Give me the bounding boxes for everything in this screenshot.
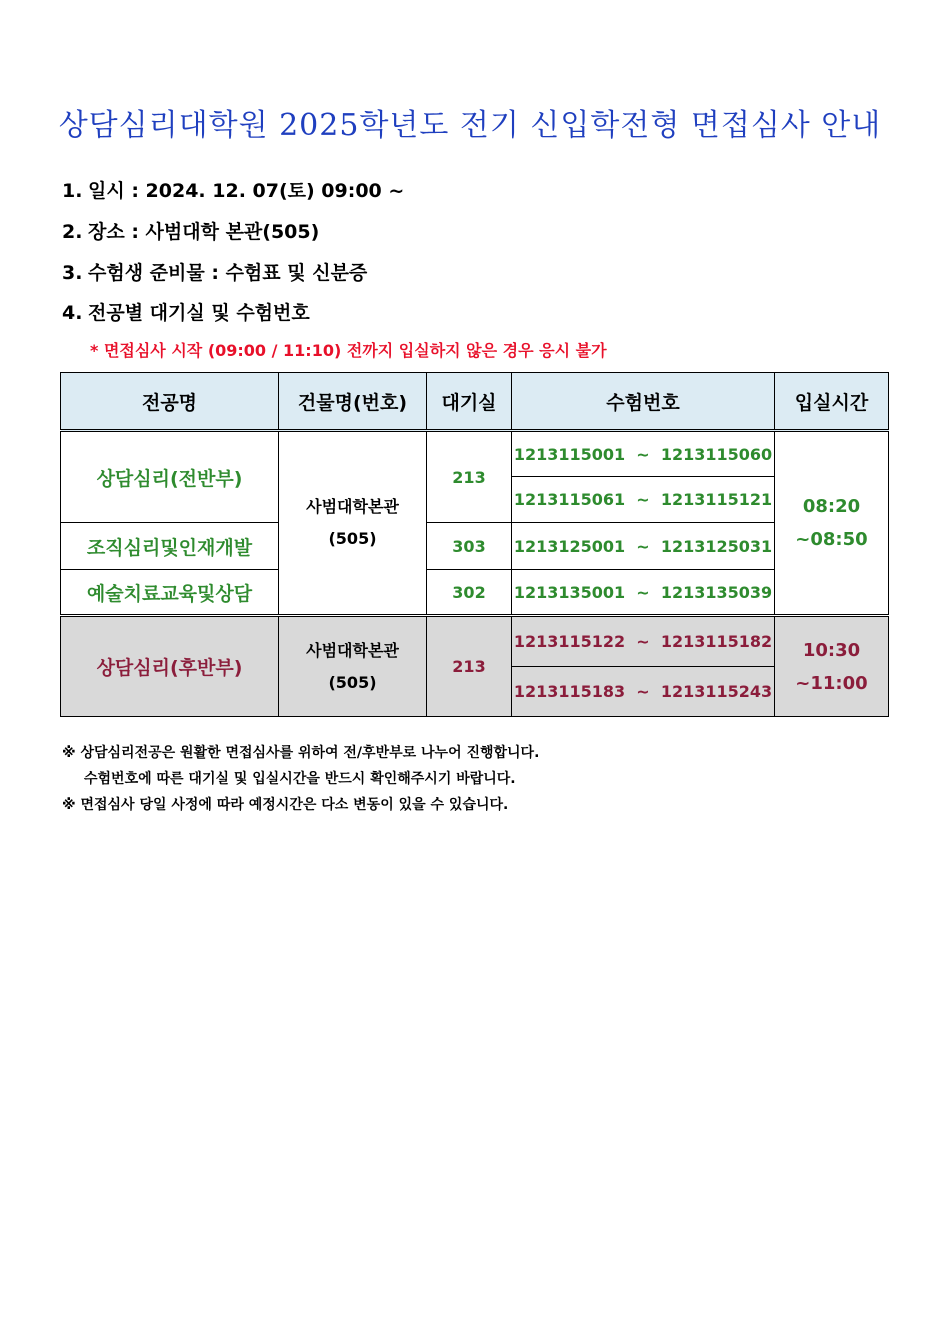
exam-range-cell: 1213135001 ~ 1213135039 bbox=[512, 570, 775, 616]
building-cell bbox=[279, 431, 427, 616]
header-room: 대기실 bbox=[427, 373, 512, 431]
entry-time-cell bbox=[775, 431, 889, 616]
header-building: 건물명(번호) bbox=[279, 373, 427, 431]
table-row bbox=[61, 431, 889, 477]
header-exam-number: 수험번호 bbox=[512, 373, 775, 431]
major-cell: 상담심리(전반부) bbox=[61, 431, 279, 523]
exam-range-cell: 1213115001 ~ 1213115060 bbox=[512, 431, 775, 477]
note-line: ※ 면접심사 당일 사정에 따라 예정시간은 다소 변동이 있을 수 있습니다. bbox=[62, 797, 509, 813]
room-cell: 213 bbox=[427, 431, 512, 523]
entry-time-start: 10:30 bbox=[802, 639, 861, 661]
entry-time-cell bbox=[775, 616, 889, 717]
info-location bbox=[62, 217, 319, 244]
room-cell: 303 bbox=[427, 523, 512, 570]
entry-time-end: ~11:00 bbox=[795, 672, 868, 694]
table-header-row bbox=[61, 373, 889, 431]
note-line: 수험번호에 따른 대기실 및 입실시간을 반드시 확인해주시기 바랍니다. bbox=[84, 771, 516, 787]
info-text: 장소 : 사범대학 본관(505) bbox=[88, 221, 320, 243]
major-cell: 예술치료교육및상담 bbox=[61, 570, 279, 616]
exam-range-cell: 1213115122 ~ 1213115182 bbox=[512, 616, 775, 667]
info-text: 수험생 준비물 : 수험표 및 신분증 bbox=[88, 262, 368, 284]
info-date bbox=[62, 176, 404, 203]
info-number: 1. bbox=[62, 180, 83, 202]
exam-range-cell: 1213115183 ~ 1213115243 bbox=[512, 667, 775, 717]
note-line: ※ 상담심리전공은 원활한 면접심사를 위하여 전/후반부로 나누어 진행합니다. bbox=[62, 745, 540, 761]
info-number: 4. bbox=[62, 302, 83, 324]
room-cell: 213 bbox=[427, 616, 512, 717]
room-cell: 302 bbox=[427, 570, 512, 616]
building-name: 사범대학본관 bbox=[306, 640, 399, 660]
entry-time-end: ~08:50 bbox=[795, 529, 868, 550]
building-number: (505) bbox=[328, 672, 377, 692]
exam-range-cell: 1213115061 ~ 1213115121 bbox=[512, 477, 775, 523]
info-rooms bbox=[62, 298, 310, 325]
warning-text: * 면접심사 시작 (09:00 / 11:10) 전까지 입실하지 않은 경우 응시 불가 bbox=[90, 341, 607, 360]
header-major: 전공명 bbox=[61, 373, 279, 431]
major-cell: 상담심리(후반부) bbox=[61, 616, 279, 717]
schedule-table bbox=[60, 372, 889, 717]
building-name: 사범대학본관 bbox=[306, 497, 399, 516]
exam-range-cell: 1213125001 ~ 1213125031 bbox=[512, 523, 775, 570]
header-entry-time: 입실시간 bbox=[775, 373, 889, 431]
building-number: (505) bbox=[328, 529, 377, 548]
info-number: 3. bbox=[62, 262, 83, 284]
info-number: 2. bbox=[62, 221, 83, 243]
info-text: 전공별 대기실 및 수험번호 bbox=[88, 302, 310, 324]
entry-time-start: 08:20 bbox=[802, 496, 861, 517]
info-items bbox=[62, 258, 367, 285]
info-text: 일시 : 2024. 12. 07(토) 09:00 ~ bbox=[88, 180, 405, 202]
page-title: 상담심리대학원 2025학년도 전기 신입학전형 면접심사 안내 bbox=[58, 108, 882, 143]
table-row bbox=[61, 570, 889, 616]
building-cell bbox=[279, 616, 427, 717]
table-row bbox=[61, 616, 889, 667]
major-cell: 조직심리및인재개발 bbox=[61, 523, 279, 570]
table-row bbox=[61, 523, 889, 570]
notes bbox=[62, 740, 539, 818]
